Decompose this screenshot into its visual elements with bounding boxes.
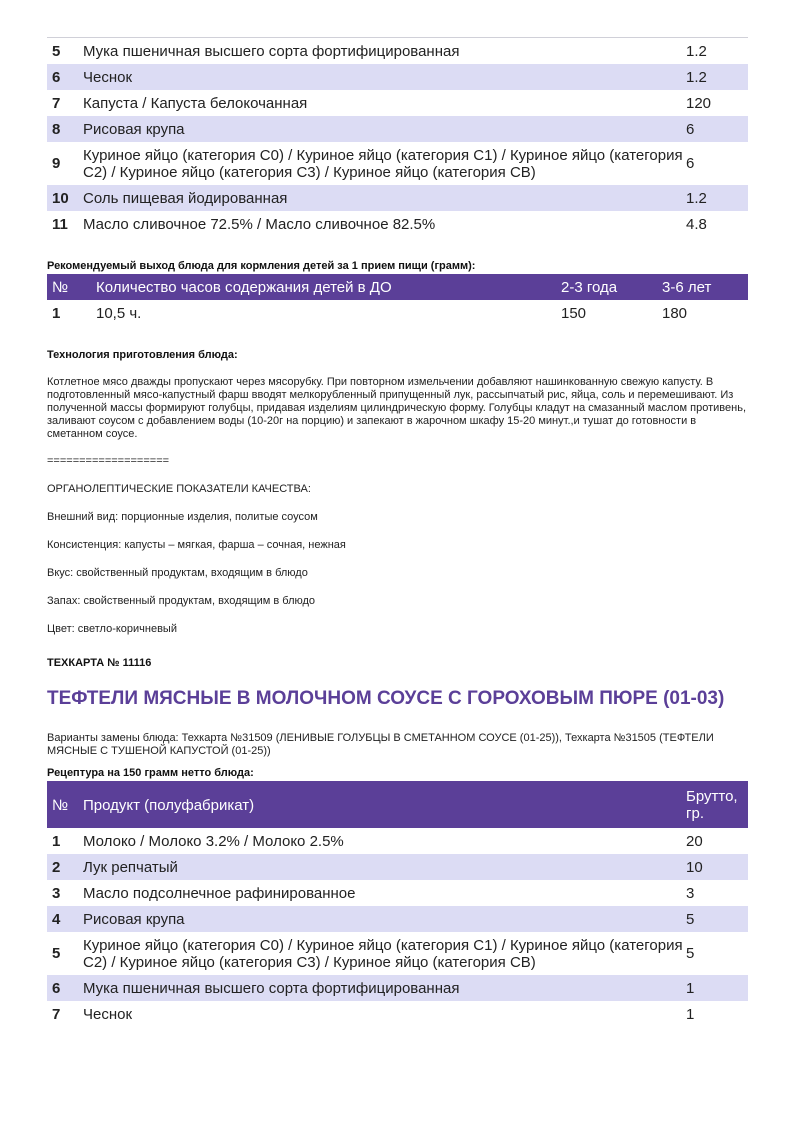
product-name: Молоко / Молоко 3.2% / Молоко 2.5% <box>83 832 344 850</box>
product-name: Рисовая крупа <box>83 906 686 932</box>
table-row <box>47 211 748 237</box>
gross-weight: 1.2 <box>686 38 748 65</box>
table-row <box>47 185 748 211</box>
techcard-number: ТЕХКАРТА № 11116 <box>47 657 152 669</box>
row-number: 6 <box>47 975 83 1001</box>
row-number: 11 <box>52 215 68 233</box>
quality-taste: Вкус: свойственный продуктам, входящим в блюдо <box>47 567 308 579</box>
age-3-6-value: 180 <box>662 304 688 322</box>
product-name: Соль пищевая йодированная <box>83 185 686 211</box>
row-number: 9 <box>52 155 61 172</box>
row-number: 7 <box>52 94 61 112</box>
quality-appearance: Внешний вид: порционные изделия, политые соусом <box>47 511 318 523</box>
quality-title: ОРГАНОЛЕПТИЧЕСКИЕ ПОКАЗАТЕЛИ КАЧЕСТВА: <box>47 483 311 495</box>
table-header-row <box>47 274 748 300</box>
gross-weight: 120 <box>686 94 712 112</box>
product-name: Чеснок <box>83 64 686 90</box>
replacement-variants: Варианты замены блюда: Техкарта №31509 (ЛЕНИВЫЕ ГОЛУБЦЫ В СМЕТАННОМ СОУСЕ (01-25)), Техкарта №31505 (ТЕФТЕЛИ МЯСНЫЕ С ТУШЕНОЙ КАПУСТОЙ (01-25)) <box>47 732 714 757</box>
gross-weight: 3 <box>686 884 695 902</box>
technology-caption: Технология приготовления блюда: <box>47 349 238 361</box>
product-name: Куриное яйцо (категория С0) / Куриное яйцо (категория С1) / Куриное яйцо (категория С2) / Куриное яйцо (категория С3) / Куриное яйцо (категория СВ) <box>83 146 683 181</box>
document-content <box>47 37 748 1027</box>
column-header: Брутто, гр. <box>686 781 748 828</box>
gross-weight: 1 <box>686 975 748 1001</box>
row-number: 1 <box>52 832 61 850</box>
table-row <box>47 300 748 326</box>
row-number: 3 <box>52 884 61 902</box>
gross-weight: 5 <box>686 945 695 962</box>
column-header: № <box>47 781 83 828</box>
quality-color: Цвет: светло-коричневый <box>47 623 177 635</box>
product-name: Масло сливочное 72.5% / Масло сливочное 82.5% <box>83 215 436 233</box>
product-name: Куриное яйцо (категория С0) / Куриное яйцо (категория С1) / Куриное яйцо (категория С2) / Куриное яйцо (категория С3) / Куриное яйцо (категория СВ) <box>83 936 683 971</box>
row-number: 5 <box>47 38 83 65</box>
gross-weight: 6 <box>686 155 695 172</box>
table-row <box>47 38 748 65</box>
table-row <box>47 854 748 880</box>
row-number: 6 <box>47 64 83 90</box>
table-row <box>47 116 748 142</box>
gross-weight: 5 <box>686 906 748 932</box>
column-header: 3-6 лет <box>662 274 748 300</box>
table-row <box>47 142 748 185</box>
product-name: Рисовая крупа <box>83 116 686 142</box>
recipe-table <box>47 781 748 1027</box>
ingredients-table-continued <box>47 37 748 237</box>
gross-weight: 1.2 <box>686 64 748 90</box>
output-table <box>47 274 748 326</box>
technology-text: Котлетное мясо дважды пропускают через мясорубку. При повторном измельчении добавляют нашинкованную свежую капусту. В подготовленный мясо-капустный фарш вводят мелкорубленный припущенный лук, рассыпчатый рис, яйца, соль и перемешивают. Из полученной массы формируют голубцы, придавая изделиям цилиндрическую форму. Голубцы кладут на смазанный маслом противень, заливают соусом с добавлением воды (10-20г на порцию) и запекают в жарочном шкафу 15-20 минут.,и тушат до готовности в сметанном соусе. <box>47 376 747 440</box>
row-number: 8 <box>47 116 83 142</box>
row-number: 1 <box>52 304 61 322</box>
gross-weight: 10 <box>686 854 748 880</box>
gross-weight: 1.2 <box>686 185 748 211</box>
table-row <box>47 975 748 1001</box>
product-name: Мука пшеничная высшего сорта фортифицированная <box>83 38 686 65</box>
table-header-row <box>47 781 748 828</box>
row-number: 2 <box>47 854 83 880</box>
row-number: 7 <box>52 1005 61 1023</box>
table-row <box>47 906 748 932</box>
quality-smell: Запах: свойственный продуктам, входящим в блюдо <box>47 595 316 607</box>
table-row <box>47 64 748 90</box>
recipe-caption: Рецептура на 150 грамм нетто блюда: <box>47 767 254 779</box>
table-row <box>47 1001 748 1027</box>
hours-value: 10,5 ч. <box>96 304 142 322</box>
product-name: Мука пшеничная высшего сорта фортифицированная <box>83 975 686 1001</box>
product-name: Масло подсолнечное рафинированное <box>83 884 356 902</box>
column-header: Количество часов содержания детей в ДО <box>96 274 561 300</box>
row-number: 10 <box>47 185 83 211</box>
column-header: № <box>47 274 96 300</box>
column-header: Продукт (полуфабрикат) <box>83 781 686 828</box>
gross-weight: 4.8 <box>686 215 707 233</box>
table-row <box>47 828 748 854</box>
output-caption: Рекомендуемый выход блюда для кормления детей за 1 прием пищи (грамм): <box>47 260 476 272</box>
row-number: 5 <box>52 945 61 962</box>
quality-consistency: Консистенция: капусты – мягкая, фарша – сочная, нежная <box>47 539 346 551</box>
gross-weight: 20 <box>686 832 703 850</box>
gross-weight: 6 <box>686 116 748 142</box>
product-name: Лук репчатый <box>83 854 686 880</box>
table-row <box>47 880 748 906</box>
table-row <box>47 932 748 975</box>
separator-line: =================== <box>47 455 170 467</box>
gross-weight: 1 <box>686 1005 695 1023</box>
product-name: Капуста / Капуста белокочанная <box>83 94 308 112</box>
row-number: 4 <box>47 906 83 932</box>
table-row <box>47 90 748 116</box>
dish-title: ТЕФТЕЛИ МЯСНЫЕ В МОЛОЧНОМ СОУСЕ С ГОРОХОВЫМ ПЮРЕ (01-03) <box>47 688 725 709</box>
column-header: 2-3 года <box>561 274 662 300</box>
product-name: Чеснок <box>83 1005 133 1023</box>
age-2-3-value: 150 <box>561 304 587 322</box>
